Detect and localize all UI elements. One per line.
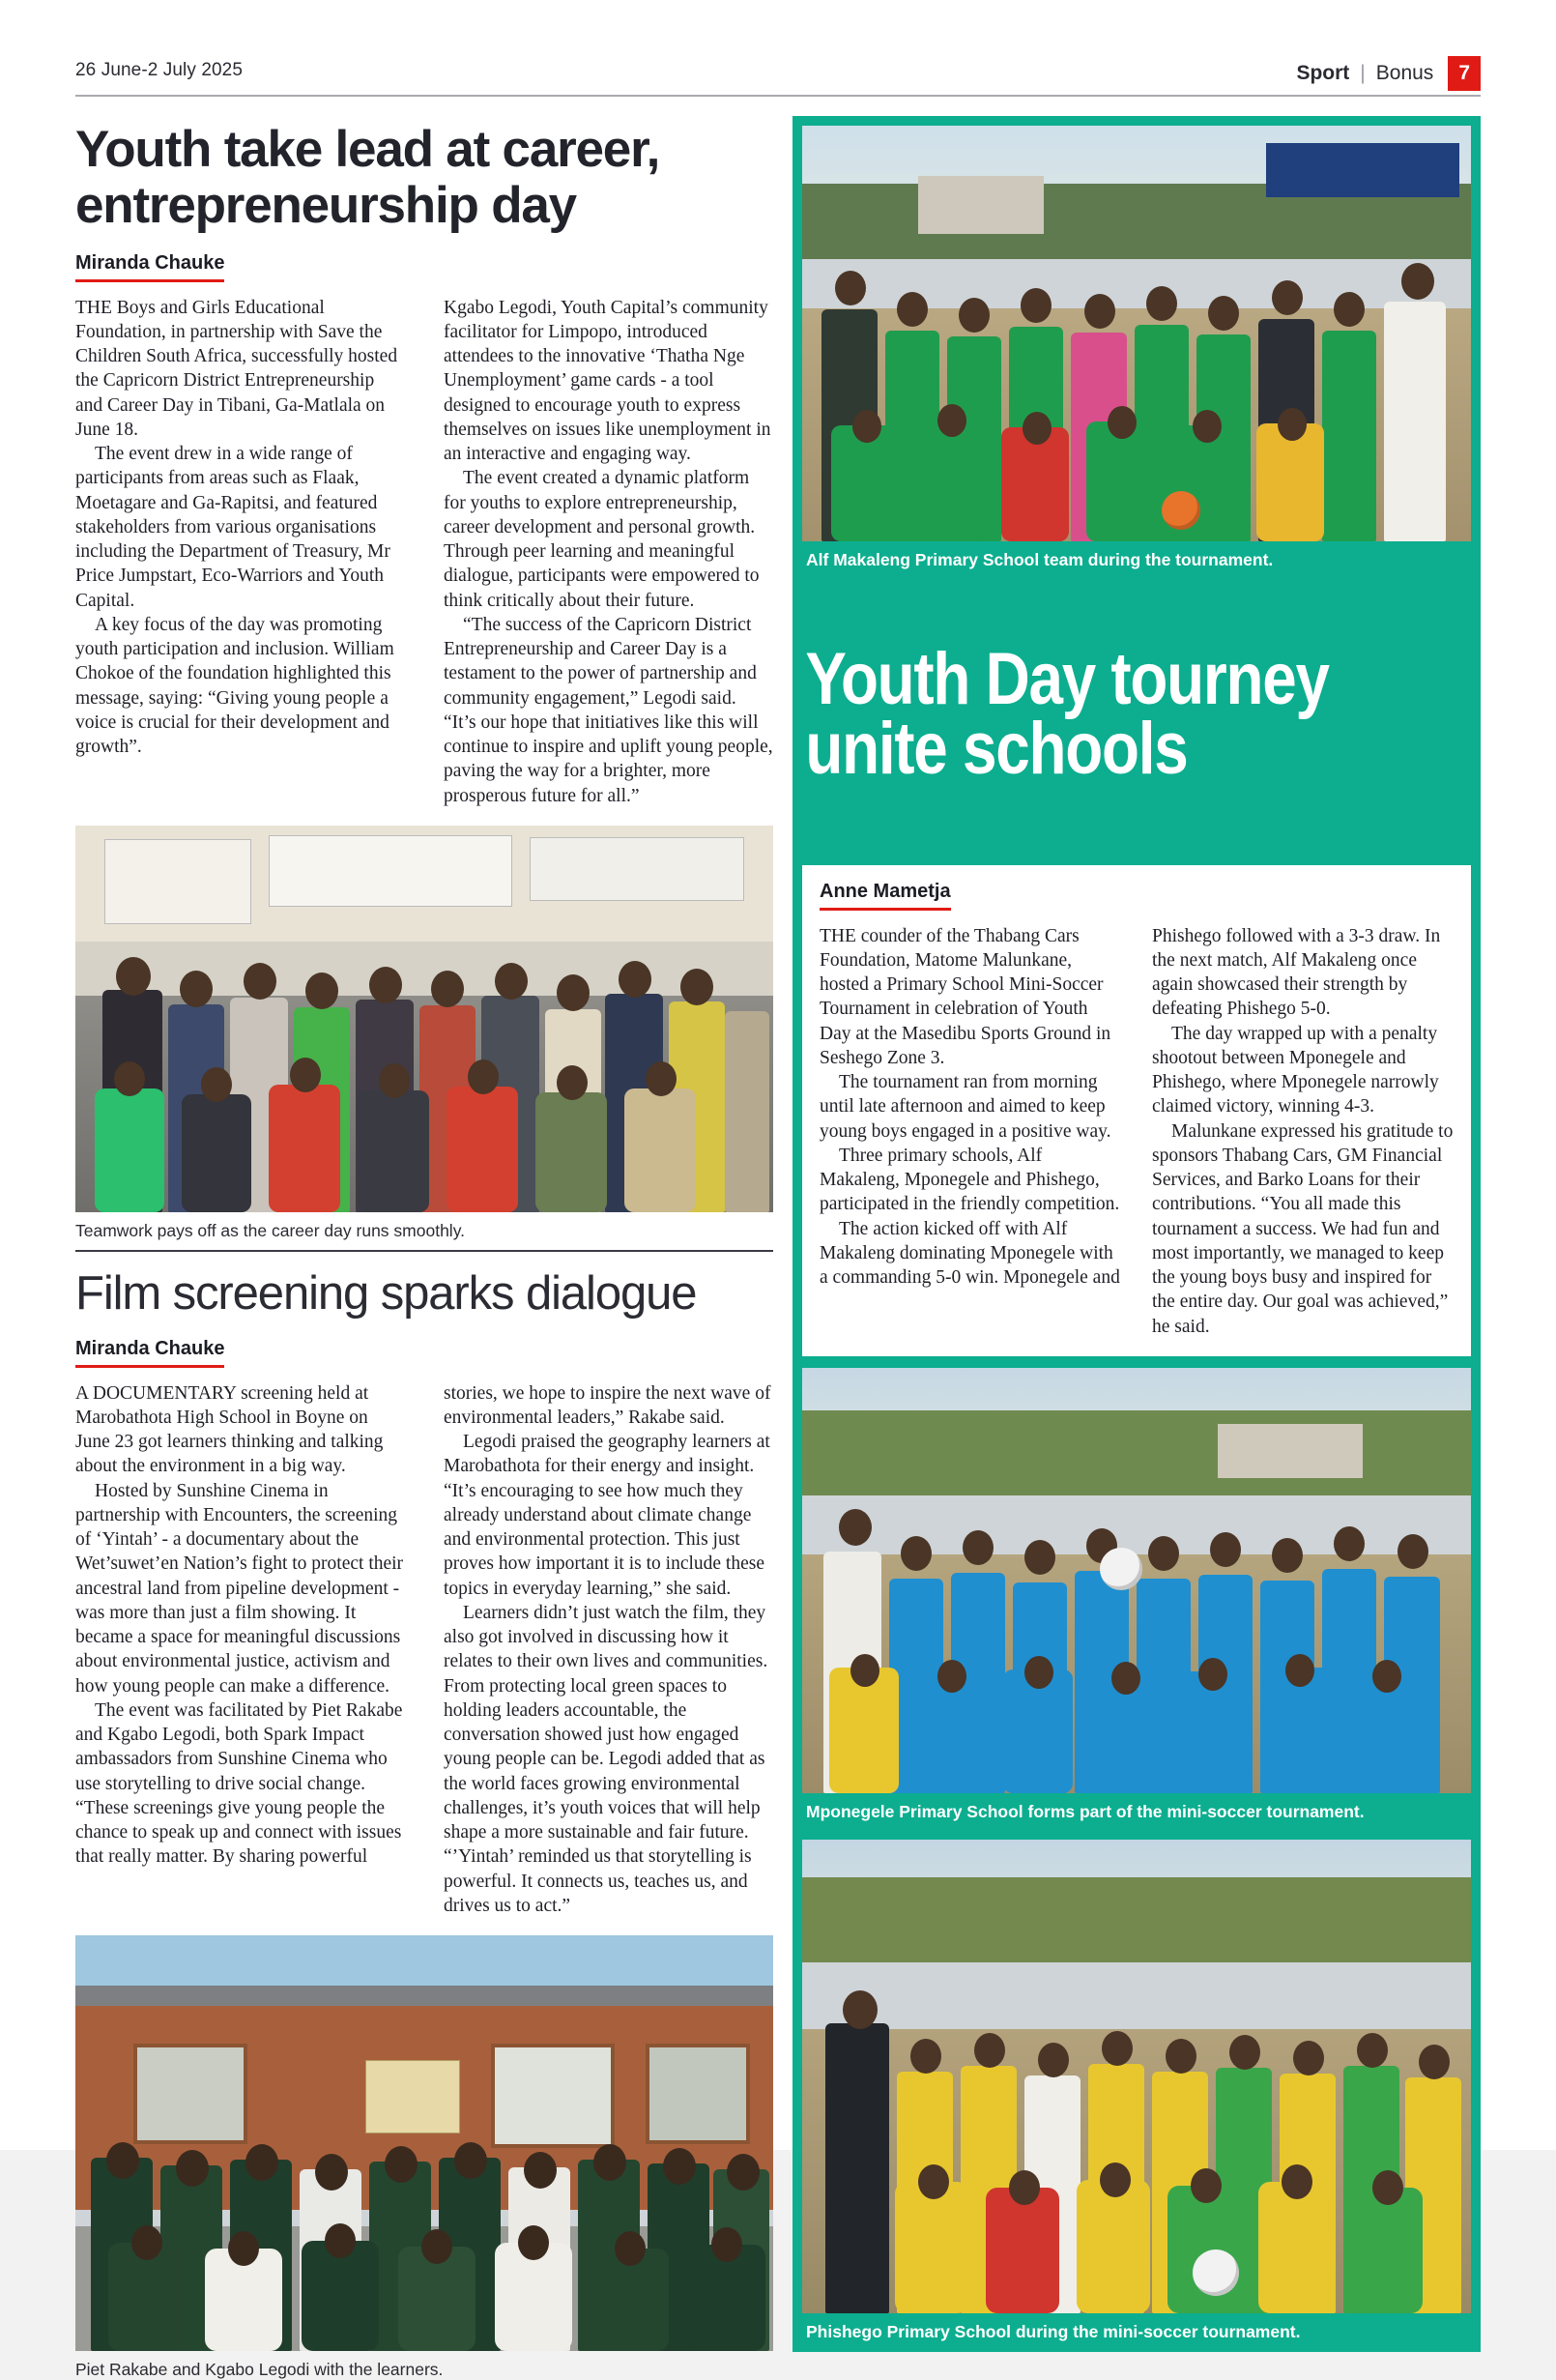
tourney-teal-panel [792,116,1481,2352]
career-day-column-2 [444,296,773,808]
paragraph: Malunkane expressed his gratitude to sponsors Thabang Cars, GM Financial Services, and Barko Loans for their contributions. “You all made this tournament a success. We had fun and most importantly, we managed to keep the young boys busy and inspired for the entire day. Our goal was achieved,” he said. [1152,1120,1454,1337]
phishego-photo-art [802,1840,1471,2313]
film-screening-columns [75,1381,773,1919]
tourney-column-1 [820,924,1121,1339]
masthead-rule [75,95,1481,97]
alf-makaleng-photo [802,126,1471,541]
film-screening-photo [75,1935,773,2351]
paragraph: The event created a dynamic platform for youths to explore entrepreneurship, career development and personal growth. Through peer learning and meaningful dialogue, participants were empowered to think critically about their future. [444,468,760,611]
masthead [75,60,1481,99]
page-number-badge: 7 [1448,56,1481,91]
issue-date: 26 June-2 July 2025 [75,60,244,80]
paragraph: Three primary schools, Alf Makaleng, Mponegele and Phishego, participated in the friendly competition. [820,1145,1120,1215]
subsection-label: Bonus [1375,62,1434,84]
paragraph: The action kicked off with Alf Makaleng dominating Mponegele with a commanding 5-0 win. Mponegele and [820,1218,1120,1289]
right-column-region [792,116,1481,2352]
paragraph: Hosted by Sunshine Cinema in partnership with Encounters, the screening of ‘Yintah’ - a documentary about the Wet’suwet’en Nation’s fight to protect their ancestral land from pipeline development - was more than just a film showing. It became a space for meaningful discussions about environmental justice, activism and how young people can make a difference. [75,1480,404,1697]
mponegele-photo-art [802,1368,1471,1793]
paragraph: The event drew in a wide range of participants from areas such as Flaak, Moetagare and Ga-Rapitsi, and featured stakeholders from various organisations including the Department of Treasury, Mr Price Jumpstart, Eco-Warriors and Youth Capital. [75,444,390,611]
paragraph: The event was facilitated by Piet Rakabe and Kgabo Legodi, both Spark Impact ambassadors from Sunshine Cinema who use storytelling to drive social change. “These screenings give young people the chance to speak up and connect with issues that really matter. By sharing powerful [75,1699,403,1868]
left-column-region [75,122,773,2380]
film-screening-column-1 [75,1381,405,1919]
paragraph: A key focus of the day was promoting youth participation and inclusion. William Chokoe of the foundation highlighted this message, saying: “Giving young people a voice is crucial for their development and growth”. [75,614,394,758]
tourney-column-2 [1152,924,1454,1339]
section-label: Sport [1296,62,1350,84]
career-day-columns [75,296,773,808]
article-career-day [75,122,773,1252]
paragraph: Learners didn’t just watch the film, they also got involved in discussing how it relates to their own lives and communities. From protecting local green spaces to holding leaders accountable, the conversation showed just how engaged young people can be. Legodi added that as the world faces growing environmental challenges, it’s youth voices that will help shape a more sustainable and fair future. “’Yintah’ reminded us that storytelling is powerful. It connects us, teaches us, and drives us to act.” [444,1602,768,1916]
career-day-headline: Youth take lead at career, entrepreneurship day [75,121,660,235]
paragraph: The day wrapped up with a penalty shootout between Mponegele and Phishego, where Mponegele narrowly claimed victory, winning 4-3. [1152,1023,1439,1117]
paragraph: THE Boys and Girls Educational Foundation, in partnership with Save the Children South Africa, successfully hosted the Capricorn District Entrepreneurship and Career Day in Tibani, Ga-Matlala on June 18. [75,297,398,440]
mponegele-photo-caption: Mponegele Primary School forms part of the mini-soccer tournament. [806,1801,1365,1821]
tourney-headline: Youth Day tourney unite schools [805,638,1329,791]
career-day-byline: Miranda Chauke [75,252,224,282]
paragraph: The tournament ran from morning until late afternoon and aimed to keep young boys engaged in a positive way. [820,1072,1111,1142]
paragraph: “The success of the Capricorn District Entrepreneurship and Career Day is a testament to the power of partnership and community engagement,” Legodi said. “It’s our hope that initiatives like this will continue to inspire and uplift young people, paving the way for a brighter, more prosperous future for all.” [444,614,773,806]
phishego-photo-caption: Phishego Primary School during the mini-soccer tournament. [806,2321,1301,2341]
paragraph: Legodi praised the geography learners at Marobathota for their energy and insight. “It’s encouraging to see how much they already understand about climate change and environmental protection. This just proves how important it is to include these topics in everyday learning,” she said. [444,1432,770,1599]
film-screening-byline-wrap [75,1338,773,1368]
paragraph: stories, we hope to inspire the next wave of environmental leaders,” Rakabe said. [444,1382,771,1428]
tourney-columns [820,924,1454,1339]
alf-makaleng-photo-caption: Alf Makaleng Primary School team during the tournament. [806,550,1274,569]
section-rule [75,1250,773,1252]
paragraph: THE counder of the Thabang Cars Foundation, Matome Malunkane, hosted a Primary School Mini-Soccer Tournament in celebration of Youth Day at the Masedibu Sports Ground in Seshego Zone 3. [820,925,1111,1068]
career-day-photo [75,826,773,1212]
mponegele-photo [802,1368,1471,1793]
film-screening-headline: Film screening sparks dialogue [75,1266,697,1320]
paragraph: Kgabo Legodi, Youth Capital’s community facilitator for Limpopo, introduced attendees to the innovative ‘Thatha Nge Unemployment’ game cards - a tool designed to encourage youth to express themselves on issues like unemployment in an interactive and engaging way. [444,297,771,465]
section-divider: | [1360,62,1366,84]
film-screening-photo-caption: Piet Rakabe and Kgabo Legodi with the learners. [75,2360,444,2380]
film-screening-byline: Miranda Chauke [75,1338,224,1368]
paragraph: Phishego followed with a 3-3 draw. In the next match, Alf Makaleng once again showcased their strength by defeating Phishego 5-0. [1152,925,1441,1020]
career-day-column-1 [75,296,405,808]
film-screening-column-2 [444,1381,773,1919]
tourney-byline-wrap [820,881,1454,911]
career-day-photo-caption: Teamwork pays off as the career day runs smoothly. [75,1220,466,1240]
section-indicator [1296,56,1481,91]
tourney-byline: Anne Mametja [820,881,951,911]
alf-makaleng-photo-art [802,126,1471,541]
career-day-photo-art [75,826,773,1212]
paragraph: A DOCUMENTARY screening held at Marobathota High School in Boyne on June 23 got learners thinking and talking about the environment in a big way. [75,1382,384,1477]
film-screening-photo-art [75,1935,773,2351]
career-day-byline-wrap [75,252,773,282]
article-film-screening [75,1267,773,2380]
tourney-text-card [802,865,1471,1356]
phishego-photo [802,1840,1471,2313]
